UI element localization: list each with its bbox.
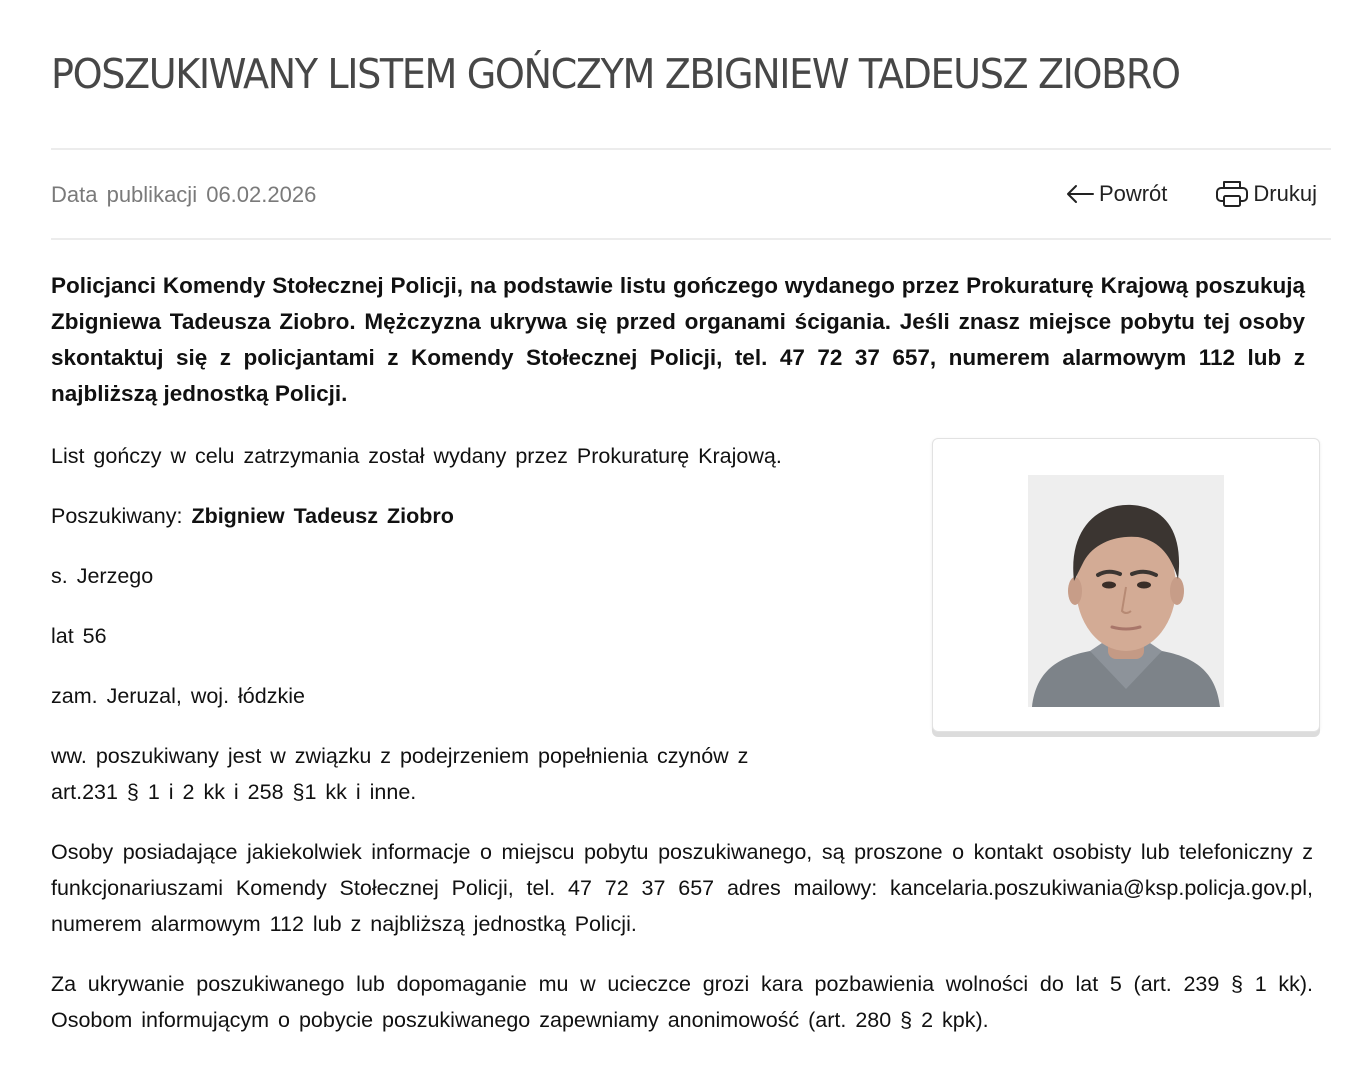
person-photo xyxy=(1028,475,1224,707)
date-label: Data publikacji xyxy=(51,182,198,207)
printer-icon xyxy=(1215,180,1249,208)
wanted-name: Zbigniew Tadeusz Ziobro xyxy=(191,504,454,528)
arrow-left-icon xyxy=(1065,183,1095,205)
back-label: Powrót xyxy=(1098,181,1168,206)
penalty-paragraph: Za ukrywanie poszukiwanego lub dopomaganie mu w ucieczce grozi kara pozbawienia wolności do lat 5 (art. 239 § 1 kk). Osobom informującym o pobycie poszukiwanego zapewniamy anonimowość (art. 280 § 2 kpk). xyxy=(51,972,1313,1032)
print-button[interactable] xyxy=(1215,180,1317,208)
charges-line-2: art.231 § 1 i 2 kk i 258 §1 kk i inne. xyxy=(51,780,417,804)
lead-paragraph: Policjanci Komendy Stołecznej Policji, na podstawie listu gończego wydanego przez Prokuraturę Krajową poszukują Zbigniewa Tadeusza Ziobro. Mężczyzna ukrywa się przed organami ścigania. Jeśli znasz miejsce pobytu tej osoby skontaktuj się z policjantami z Komendy Stołecznej Policji, tel. 47 72 37 657, numerem alarmowym 112 lub z najbliższą jednostką Policji. xyxy=(51,273,1305,406)
divider-bottom xyxy=(51,238,1331,240)
divider-top xyxy=(51,148,1331,150)
contact-paragraph: Osoby posiadające jakiekolwiek informacje o miejscu pobytu poszukiwanego, są proszone o kontakt osobisty lub telefoniczny z funkcjonariuszami Komendy Stołecznej Policji, tel. 47 72 37 657 adres mailowy: kancelaria.poszukiwania@ksp.policja.gov.pl, numerem alarmowym 112 lub z najbliższą jednostką Policji. xyxy=(51,840,1313,936)
wanted-label: Poszukiwany: xyxy=(51,504,183,528)
article-actions xyxy=(1065,180,1317,208)
publication-date xyxy=(51,182,316,208)
date-value: 06.02.2026 xyxy=(206,182,317,207)
warrant-text: List gończy w celu zatrzymania został wydany przez Prokuraturę Krajową. xyxy=(51,444,782,468)
wanted-line xyxy=(51,498,454,534)
residence: zam. Jeruzal, woj. łódzkie xyxy=(51,684,305,708)
charges-line-1: ww. poszukiwany jest w związku z podejrzeniem popełnienia czynów z xyxy=(51,744,749,768)
back-link[interactable] xyxy=(1065,180,1167,208)
page-title: POSZUKIWANY LISTEM GOŃCZYM ZBIGNIEW TADEUSZ ZIOBRO xyxy=(51,50,1180,98)
photo-card xyxy=(932,438,1320,732)
print-label: Drukuj xyxy=(1253,181,1317,206)
father-name: s. Jerzego xyxy=(51,564,154,588)
age: lat 56 xyxy=(51,624,107,648)
